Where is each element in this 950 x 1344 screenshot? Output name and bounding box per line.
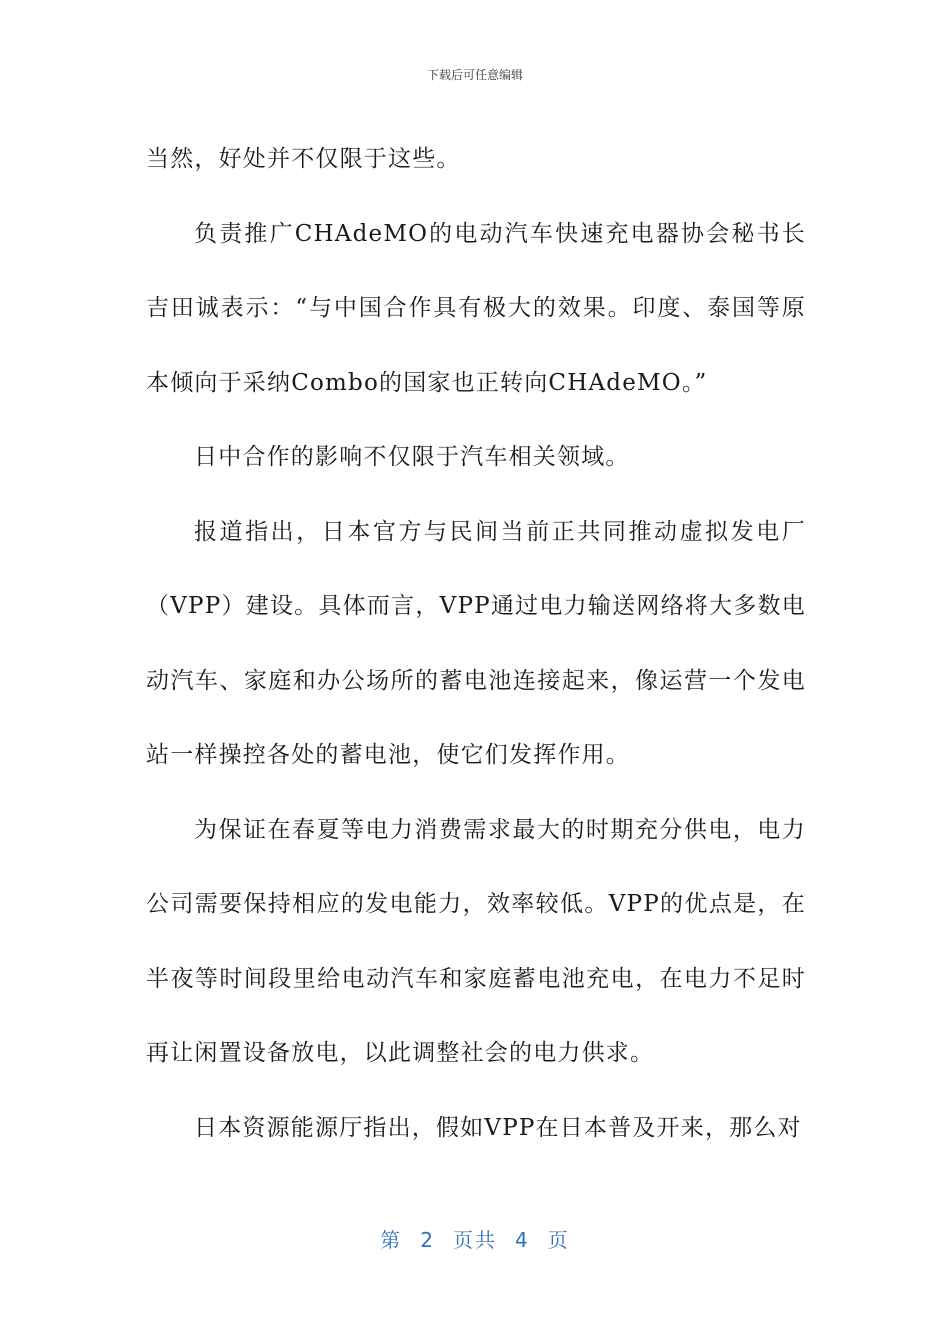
paragraph-5: 为保证在春夏等电力消费需求最大的时期充分供电，电力公司需要保持相应的发电能力，效率较低。VPP的优点是，在半夜等时间段里给电动汽车和家庭蓄电池充电，在电力不足时再让闲置设备放电，以此调整社会的电力供求。 [146, 816, 806, 1066]
document-body [146, 122, 806, 1165]
paragraph-1: 当然，好处并不仅限于这些。 [146, 146, 461, 172]
footer-prefix: 第 [380, 1228, 403, 1252]
paragraph-3: 日中合作的影响不仅限于汽车相关领域。 [194, 444, 630, 470]
footer-middle: 页共 [453, 1228, 497, 1252]
page-header: 下载后可任意编辑 [426, 68, 523, 82]
paragraph-4: 报道指出，日本官方与民间当前正共同推动虚拟发电厂（VPP）建设。具体而言，VPP通过电力输送网络将大多数电动汽车、家庭和办公场所的蓄电池连接起来，像运营一个发电站一样操控各处的蓄电池，使它们发挥作用。 [146, 518, 806, 768]
paragraph-6: 日本资源能源厅指出，假如VPP在日本普及开来，那么对 [194, 1114, 802, 1141]
footer-total-pages: 4 [515, 1228, 530, 1252]
footer-current-page: 2 [420, 1228, 435, 1252]
paragraph-2: 负责推广CHAdeMO的电动汽车快速充电器协会秘书长吉田诚表示：“与中国合作具有极大的效果。印度、泰国等原本倾向于采纳Combo的国家也正转向CHAdeMO。” [146, 220, 806, 396]
page-footer [0, 1224, 950, 1253]
footer-suffix: 页 [547, 1228, 570, 1252]
